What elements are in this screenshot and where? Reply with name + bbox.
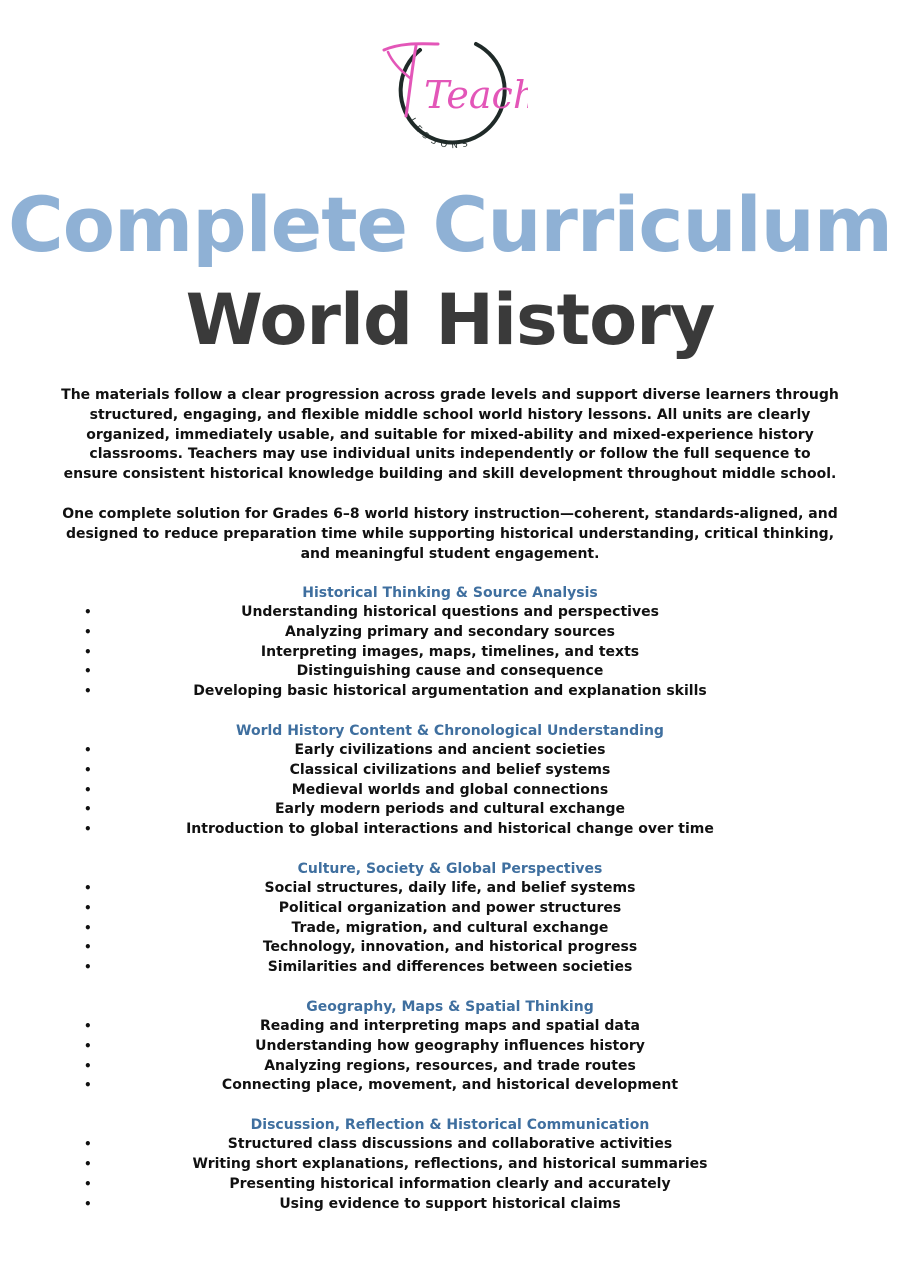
list-item [0, 741, 900, 761]
list-item-text: Analyzing primary and secondary sources [285, 623, 615, 640]
bullet-icon: • [84, 664, 92, 679]
list-item-text: Social structures, daily life, and belief systems [264, 879, 636, 896]
bullet-icon: • [84, 1176, 92, 1191]
list-item-text: Writing short explanations, reflections, and historical summaries [192, 1155, 708, 1172]
bullet-icon: • [84, 1078, 92, 1093]
list-item-text: Presenting historical information clearly and accurately [229, 1175, 671, 1192]
section-heading: Discussion, Reflection & Historical Communication [250, 1117, 650, 1134]
bullet-icon: • [84, 1156, 92, 1171]
bullet-icon: • [84, 802, 92, 817]
list-item [0, 623, 900, 643]
list-item [0, 761, 900, 781]
list-item [0, 603, 900, 623]
list-item [0, 1135, 900, 1155]
list-item-text: Political organization and power structures [278, 899, 622, 916]
section-item-list [0, 603, 900, 702]
bullet-icon: • [84, 605, 92, 619]
bullet-icon: • [84, 684, 92, 699]
bullet-icon: • [84, 1018, 92, 1033]
bullet-icon: • [84, 624, 92, 639]
bullet-icon: • [84, 1196, 92, 1211]
list-item-text: Reading and interpreting maps and spatial data [260, 1017, 640, 1034]
list-item-text: Classical civilizations and belief systems [289, 761, 611, 778]
list-item [0, 682, 900, 702]
logo-wordmark: Teach [424, 73, 528, 117]
list-item-text: Developing basic historical argumentation and explanation skills [193, 683, 707, 700]
list-item [0, 938, 900, 958]
list-item-text: Using evidence to support historical claims [279, 1195, 621, 1212]
curriculum-section [0, 859, 900, 978]
list-item [0, 1195, 900, 1215]
list-item [0, 1175, 900, 1195]
list-item [0, 820, 900, 840]
svg-text:LESSONS [407, 117, 474, 152]
bullet-icon: • [84, 644, 92, 659]
bullet-icon: • [84, 782, 92, 797]
section-heading: World History Content & Chronological Understanding [236, 722, 664, 739]
list-item-text: Distinguishing cause and consequence [296, 663, 604, 680]
curriculum-sections [0, 583, 900, 1233]
list-item [0, 1057, 900, 1077]
section-item-list [0, 879, 900, 978]
list-item-text: Similarities and differences between societies [267, 959, 633, 976]
section-item-list [0, 1135, 900, 1214]
list-item-text: Medieval worlds and global connections [291, 781, 609, 798]
page-subtitle: World History [185, 279, 715, 361]
bullet-icon: • [84, 920, 92, 935]
bullet-icon: • [84, 940, 92, 955]
bullet-icon: • [84, 960, 92, 975]
section-heading: Culture, Society & Global Perspectives [297, 860, 603, 877]
list-item [0, 1155, 900, 1175]
list-item-text: Interpreting images, maps, timelines, and texts [260, 643, 640, 660]
curriculum-section [0, 997, 900, 1096]
bullet-icon: • [84, 880, 92, 895]
list-item-text: Trade, migration, and cultural exchange [291, 919, 609, 936]
list-item [0, 781, 900, 801]
bullet-icon: • [84, 1058, 92, 1073]
logo-subtext: LESSONS [407, 116, 474, 152]
section-item-list [0, 1017, 900, 1096]
bullet-icon: • [84, 762, 92, 777]
list-item [0, 643, 900, 663]
logo-mark-icon [372, 28, 528, 160]
bullet-icon: • [84, 900, 92, 915]
section-item-list [0, 741, 900, 840]
list-item-text: Introduction to global interactions and historical change over time [186, 821, 714, 838]
list-item [0, 919, 900, 939]
list-item [0, 1017, 900, 1037]
list-item [0, 1037, 900, 1057]
list-item-text: Understanding historical questions and perspectives [241, 604, 659, 620]
intro-paragraph: The materials follow a clear progression across grade levels and support diverse learners through structured, engaging, and flexible middle school world history lessons. All units are clearly organized, immediately usable, and suitable for mixed-ability and mixed-experience history classrooms. Teachers may use individual units independently or follow the full sequence to ensure consistent historical knowledge building and skill development throughout middle school. [61, 387, 839, 483]
list-item-text: Technology, innovation, and historical progress [262, 939, 638, 956]
list-item [0, 958, 900, 978]
list-item [0, 899, 900, 919]
curriculum-section [0, 1115, 900, 1214]
list-item-text: Understanding how geography influences history [255, 1037, 645, 1054]
section-heading: Historical Thinking & Source Analysis [302, 585, 598, 601]
list-item [0, 662, 900, 682]
list-item-text: Connecting place, movement, and historical development [221, 1077, 679, 1094]
summary-paragraph: One complete solution for Grades 6–8 world history instruction—coherent, standards-aligned, and designed to reduce preparation time while supporting historical understanding, critical thinking, and meaningful student engagement. [62, 506, 838, 562]
list-item-text: Early civilizations and ancient societies [294, 741, 606, 758]
list-item [0, 800, 900, 820]
section-heading: Geography, Maps & Spatial Thinking [306, 998, 594, 1015]
curriculum-section [0, 721, 900, 840]
list-item-text: Analyzing regions, resources, and trade routes [264, 1057, 636, 1074]
list-item [0, 879, 900, 899]
list-item-text: Structured class discussions and collaborative activities [227, 1136, 673, 1153]
list-item-text: Early modern periods and cultural exchange [274, 801, 626, 818]
bullet-icon: • [84, 742, 92, 757]
teach-lessons-logo [372, 28, 528, 160]
bullet-icon: • [84, 1038, 92, 1053]
curriculum-section [0, 583, 900, 702]
bullet-icon: • [84, 1137, 92, 1152]
bullet-icon: • [84, 822, 92, 837]
page-title: Complete Curriculum [8, 180, 892, 269]
list-item [0, 1076, 900, 1096]
